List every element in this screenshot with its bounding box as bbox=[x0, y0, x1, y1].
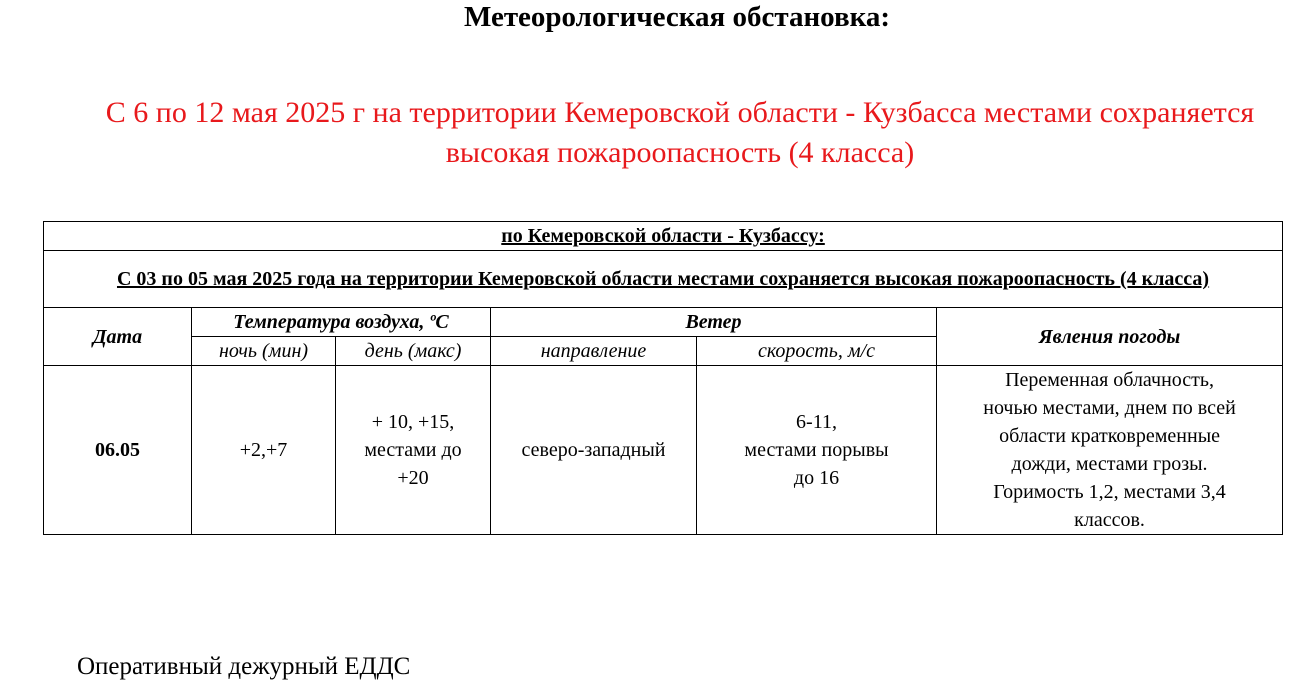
temp-day-line: +20 bbox=[397, 467, 429, 489]
phenomena-line: ночью местами, днем по всей bbox=[983, 397, 1236, 419]
temp-night-header: ночь (мин) bbox=[192, 337, 336, 366]
temp-day-header: день (макс) bbox=[336, 337, 491, 366]
period-summary: С 03 по 05 мая 2025 года на территории Кемеровской области местами сохраняется высокая пожароопасность (4 класса) bbox=[44, 251, 1283, 308]
date-cell: 06.05 bbox=[44, 366, 192, 535]
temp-night-cell: +2,+7 bbox=[192, 366, 336, 535]
temperature-header: Температура воздуха, ºС bbox=[192, 308, 491, 337]
fire-danger-warning: С 6 по 12 мая 2025 г на территории Кемеровской области - Кузбасса местами сохраняется высокая пожароопасность (4 класса) bbox=[105, 96, 1255, 169]
wind-speed-header: скорость, м/с bbox=[697, 337, 937, 366]
region-heading: по Кемеровской области - Кузбассу: bbox=[44, 222, 1283, 251]
temp-day-cell bbox=[336, 366, 491, 535]
phenomena-line: Переменная облачность, bbox=[1005, 369, 1215, 391]
wind-header: Ветер bbox=[491, 308, 937, 337]
wind-speed-line: 6-11, bbox=[796, 411, 837, 433]
phenomena-cell bbox=[937, 366, 1283, 535]
wind-speed-cell bbox=[697, 366, 937, 535]
summary-row bbox=[44, 251, 1283, 308]
region-row bbox=[44, 222, 1283, 251]
wind-direction-header: направление bbox=[491, 337, 697, 366]
wind-direction-cell: северо-западный bbox=[491, 366, 697, 535]
duty-officer-label: Оперативный дежурный ЕДДС bbox=[77, 653, 411, 680]
temp-day-line: + 10, +15, bbox=[371, 411, 455, 433]
weather-table bbox=[43, 221, 1283, 535]
date-header: Дата bbox=[44, 308, 192, 366]
phenomena-line: области кратковременные bbox=[999, 425, 1221, 447]
phenomena-line: Горимость 1,2, местами 3,4 bbox=[993, 481, 1226, 503]
phenomena-line: дожди, местами грозы. bbox=[1011, 453, 1208, 475]
wind-speed-line: до 16 bbox=[793, 467, 840, 489]
document-title: Метеорологическая обстановка: bbox=[463, 1, 891, 33]
wind-speed-line: местами порывы bbox=[744, 439, 889, 461]
table-row bbox=[44, 366, 1283, 535]
header-row-1 bbox=[44, 308, 1283, 337]
phenomena-header: Явления погоды bbox=[937, 308, 1283, 366]
temp-day-line: местами до bbox=[364, 439, 462, 461]
phenomena-line: классов. bbox=[1074, 509, 1145, 531]
